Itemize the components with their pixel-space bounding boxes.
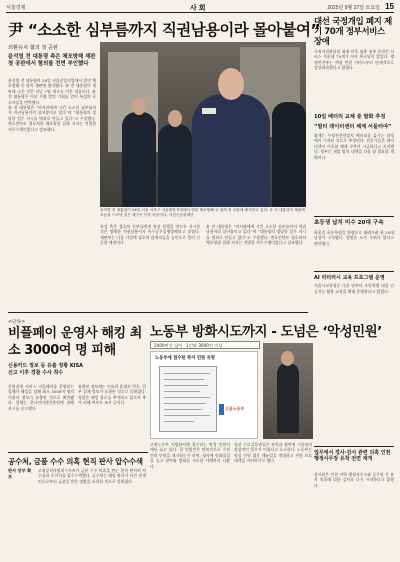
story3-body-col-2: [234, 442, 312, 557]
document-line: [164, 391, 200, 392]
lead-headline: 尹 “소소한 심부름까지 직권남용이라 몰아붙여”: [8, 21, 320, 39]
lead-kicker: 외환유치 혐의 첫 공판: [8, 45, 59, 51]
document-line: [164, 379, 204, 380]
story3-deck-bar: 2400만건 넘어 · 1인당 3000건 이상: [150, 341, 260, 349]
story4-body: [38, 468, 146, 557]
story3-paragraph: 고용노동부 지방관서에 접수되는 악성 민원이 매년 늘고 있다. 한 민원인은 반복적으로 수천 건의 민원을 제기하는가 하면, 청사에 인화물질을 들고 찾아와 방화를 시도한 사례까지 나왔다.: [150, 442, 230, 469]
photo-person-head: [168, 110, 182, 127]
story3-paragraph: 일선 근로감독관들은 폭언과 협박에 시달리며 정상적인 업무가 어렵다고 호소한다. 노동부는 악성 민원 대응 매뉴얼을 개정하고 직원 보호 대책을 마련하기로 했다.: [234, 442, 312, 464]
sidebar-headline: AI 리터러시 교육 프로그램 운영: [314, 275, 385, 281]
right-sidebar: [314, 16, 394, 313]
sidebar-body: 서울시교육청은 다음 달부터 초등학생 대상 인공지능 활용 교육을 확대 운영한다고 밝혔다.: [314, 283, 394, 294]
document-line: [164, 403, 206, 404]
photo-person: [158, 124, 192, 207]
story2-headline: 비플페이 운영사 해킹 최소 3000여 명 피해: [8, 326, 142, 358]
story3-photo: [263, 343, 313, 439]
document-line: [164, 385, 208, 386]
photo-main-subject-head: [218, 68, 244, 100]
lead-photo-caption: 윤석열 전 대통령이 26일 서울 서초구 서울중앙지법에서 열린 체포방해 등 혐의 첫 공판에 출석하고 있다. 윤 전 대통령이 재판에 모습을 드러낸 것은 재구속 이후 처음이다. 사진공동취재단: [100, 208, 306, 217]
document-line: [164, 397, 210, 398]
sidebar-rule: [314, 271, 394, 272]
issue-date: 2025년 9월 27일 토요일: [327, 5, 380, 11]
lead-deck-block: [8, 44, 96, 68]
story4-deck: 판사 장부 확보: [8, 468, 32, 479]
sidebar-body: 화재는 무정전전원장치 배터리를 옮기는 과정에서 시작된 것으로 추정된다. 전문가들은 데이터센터 이중화 체계 구축이 시급하다고 지적했다. 정부는 재발 방지 대책을 다음 달 발표할 계획이다.: [314, 133, 394, 160]
lead-deck: 윤석열 전 대통령 측은 체포방해 재판 첫 공판에서 혐의를 전면 부인했다: [8, 54, 96, 67]
photo-person: [122, 112, 156, 207]
masthead: [6, 3, 394, 12]
lead-paragraph: 특검 측은 경호처 간부들에게 영장 집행을 막도록 지시한 것은 명백한 직권남용이자 특수공무집행방해라고 맞섰다. 재판부는 다음 기일에 경호처 관계자들을 증인으로 불러 신문할 예정이다.: [100, 224, 200, 246]
section-name: 사 회: [190, 5, 206, 12]
story2-body-col-2: [78, 384, 146, 448]
story3-headline: 노동부 방화시도까지 - 도넘은 ‘악성민원’: [150, 324, 382, 340]
story2-body-col-1: [8, 384, 74, 448]
section-divider: [8, 452, 148, 453]
section-divider: [314, 446, 394, 447]
masthead-rule: [6, 12, 394, 13]
lead-paragraph: 윤 전 대통령은 “비서관에게 시킨 소소한 심부름까지 직권남용이라 몰아붙이고 있다”며 “대통령의 정당한 업무 지시를 범죄로 만들고 있다”고 주장했다. 변호인단도 경호처의 체포영장 집행 저지는 적법한 직무수행이었다고 강조했다.: [206, 224, 306, 246]
lead-photo: [100, 42, 306, 207]
sidebar-headline: 초등생 납치 미수 20대 구속: [314, 220, 384, 226]
lead-paragraph: 윤석열 전 대통령이 26일 서울중앙지법에서 열린 체포방해 등 혐의 재판에 출석했다. 윤 전 대통령이 재판에 나온 것은 지난 7월 재구속 이후 처음이다. 윤 전 대통령은 이날 직접 발언 기회를 얻어 특검의 공소사실을 반박했다.: [8, 78, 96, 105]
document-line: [164, 409, 202, 410]
lead-body-col-3: [206, 224, 306, 306]
story2-kicker: <단독>: [8, 320, 26, 325]
photo-person: [277, 363, 299, 433]
section-divider: [8, 312, 308, 313]
sidebar-rule: [314, 216, 394, 217]
document-line: [164, 373, 210, 374]
lead-body-col-2: [100, 224, 200, 306]
sidebar-subdeck: “멀티 데이터센터 체계 서둘러야”: [314, 123, 392, 130]
document-illustration: [159, 366, 217, 432]
document-line: [164, 421, 194, 422]
sidebar-bottom-headline: 업무에서 경사·감사 관련 의혹 인천행정사무장 유착 전면 재개: [314, 450, 391, 463]
story2-paragraph: 유출된 정보에는 이름과 휴대폰 번호, 일부 결제 정보가 포함된 것으로 알려졌다. 경찰은 해킹 경로를 추적하고 있으며 추가 피해 여부도 조사 중이다.: [78, 384, 146, 406]
story2-deck: 신용카드 정보 등 유출 정황 KISA 신고 이후 경찰 수사 착수: [8, 363, 84, 376]
lead-paragraph: 윤 전 대통령은 “비서관에게 시킨 소소한 심부름까지 직권남용이라 몰아붙이고 있다”며 “대통령의 정당한 업무 지시를 범죄로 만들고 있다”고 주장했다. 변호인단도 경호처의 체포영장 집행 저지는 적법한 직무수행이었다고 강조했다.: [8, 105, 96, 132]
document-line: [164, 415, 210, 416]
graphic-title: 노동부에 접수된 특이 민원 유형: [155, 356, 215, 361]
sidebar-bottom-body: 감사원은 인천 지역 행정사무소와 공무원 간 유착 의혹에 대한 감사를 다시 시작한다고 밝혔다.: [314, 472, 394, 488]
story4-paragraph: 고위공직자범죄수사처가 금품 수수 의혹을 받는 현직 판사의 사무실과 주거지를 압수수색했다. 공수처는 해당 판사가 사건 관계인으로부터 금품을 받은 정황을 포착한 것으로 알려졌다.: [38, 468, 146, 484]
page-number: 15: [385, 2, 394, 11]
lead-body-col-1: [8, 78, 96, 304]
story3-body-col-1: [150, 442, 230, 557]
sidebar-subhead: 10일 배터리 교체 중 발화 추정: [314, 114, 386, 120]
story2-paragraph: 간편결제 서비스 비플페이를 운영하는 업체가 해킹을 당해 최소 3000여 명의 이용자 정보가 유출된 것으로 확인됐다. 업체는 한국인터넷진흥원에 침해 사고를 신고했다.: [8, 384, 74, 411]
photo-badge: [202, 108, 216, 114]
sidebar-body: 하굣길 초등학생을 차량으로 데려가려 한 20대 남성이 구속됐다. 법원은 도주 우려가 있다고 판단했다.: [314, 230, 394, 246]
sidebar-body: 국정자원관리원 화재 이후 멈춘 정부 온라인 서비스 가운데 70개가 아직 복구되지 않았다. 행정안전부는 핵심 민원 서비스부터 단계적으로 정상화하겠다고 밝혔다.: [314, 49, 394, 71]
photo-person: [272, 102, 306, 207]
story4-headline: 공수처, 금품 수수 의혹 현직 판사 압수수색: [8, 457, 143, 466]
photo-person-head: [132, 98, 146, 115]
sidebar-headline: 대선 국정개입 폐지 제기 70개 정부서비스 장애: [314, 16, 392, 46]
graphic-stamp: 고용노동부: [225, 406, 245, 411]
story3-graphic: [150, 351, 258, 439]
paper-name: 서울경제: [6, 5, 26, 11]
photo-person-head: [281, 351, 294, 366]
ministry-logo-icon: [219, 404, 224, 415]
